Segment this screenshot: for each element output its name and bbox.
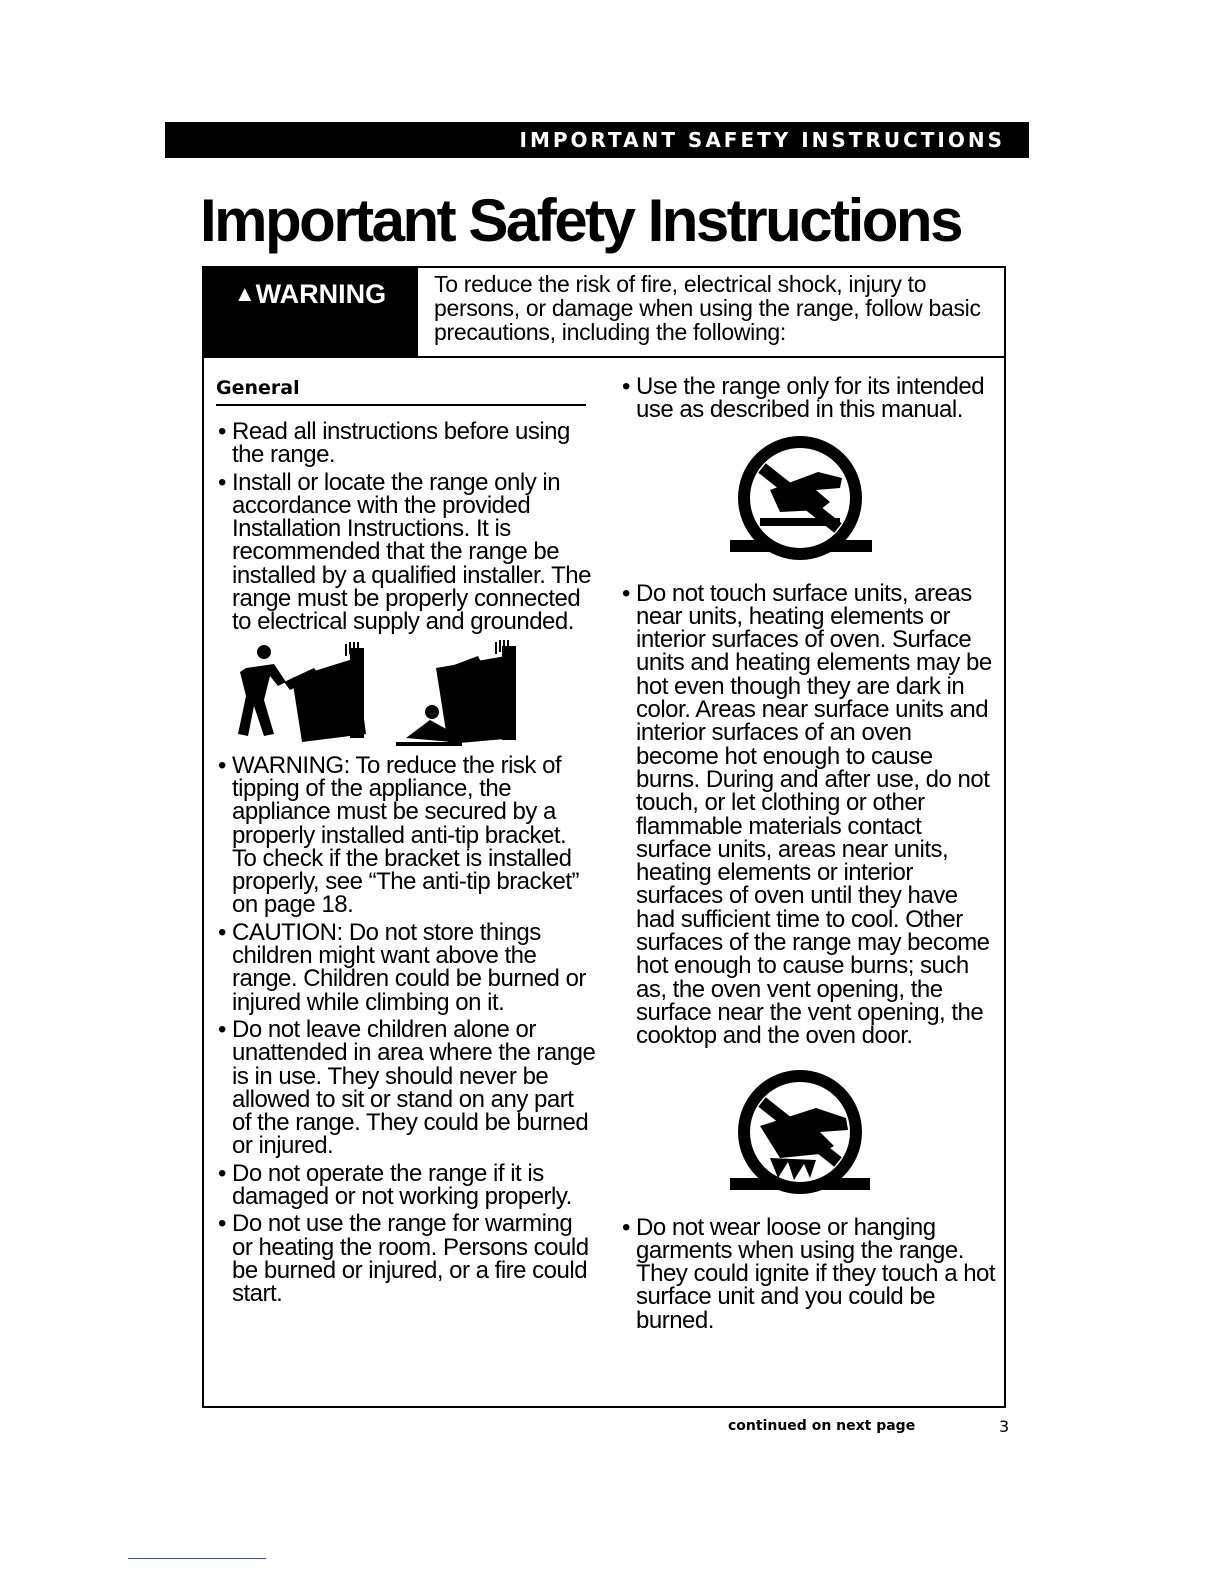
list-item: • Do not use the range for warming or heating the room. Persons could be burned or injured, or a fire could start. (216, 1212, 596, 1305)
continued-note: continued on next page (728, 1418, 916, 1434)
list-item: • Do not touch surface units, areas near units, heating elements or interior surfaces of oven. Surface units and heating elements may be hot even though they are dark in color. Areas near surface units and interior surfaces of an oven become hot enough to cause burns. During and after use, do not touch, or let clothing or other flammable materials contact surface units, areas near units, heating elements or interior surfaces of oven until they have had sufficient time to cool. Other surfaces of the range may become hot enough to cause burns; such as, the oven vent opening, the surface near the vent opening, the cooktop and the oven door. (620, 582, 1000, 1048)
left-column (216, 376, 596, 1310)
anti-tip-illustration (216, 638, 556, 754)
no-loose-garment-illustration (620, 1066, 1000, 1216)
list-item: • Read all instructions before using the range. (216, 420, 596, 467)
list-item: • WARNING: To reduce the risk of tipping of the appliance, the appliance must be secured by a properly installed anti-tip bracket. To check if the bracket is installed properly, see “The anti-tip bracket” on page 18. (216, 754, 596, 917)
divider (128, 1558, 266, 1559)
no-touching-hot-surface-icon (730, 442, 872, 554)
no-loose-clothing-icon (730, 1076, 870, 1190)
no-touch-illustration (620, 432, 1000, 582)
child-climbing-range-icon (396, 640, 516, 746)
section-banner: IMPORTANT SAFETY INSTRUCTIONS (165, 122, 1029, 158)
page-number: 3 (999, 1417, 1010, 1436)
right-column (620, 375, 1000, 1336)
page-title: Important Safety Instructions (200, 187, 961, 254)
list-item: • Do not operate the range if it is damaged or not working properly. (216, 1162, 596, 1209)
warning-label (204, 268, 416, 358)
list-item: • Install or locate the range only in accordance with the provided Installation Instructions. It is recommended that the range be installed by a qualified installer. The range must be properly connected to electrical supply and grounded. (216, 471, 596, 634)
warning-text: To reduce the risk of fire, electrical shock, injury to persons, or damage when using the range, follow basic precautions, including the following: (416, 268, 1004, 358)
section-heading-general: General (216, 376, 586, 406)
person-pushing-range-icon (238, 642, 366, 742)
warning-triangle-icon: ▲ (233, 281, 256, 306)
list-item: • Use the range only for its intended use as described in this manual. (620, 375, 1000, 422)
warning-label-text: WARNING (255, 279, 387, 309)
list-item: • Do not wear loose or hanging garments when using the range. They could ignite if they touch a hot surface unit and you could be burned. (620, 1216, 1000, 1332)
list-item: • CAUTION: Do not store things children might want above the range. Children could be burned or injured while climbing on it. (216, 921, 596, 1014)
list-item: • Do not leave children alone or unattended in area where the range is in use. They should never be allowed to sit or stand on any part of the range. They could be burned or injured. (216, 1018, 596, 1158)
